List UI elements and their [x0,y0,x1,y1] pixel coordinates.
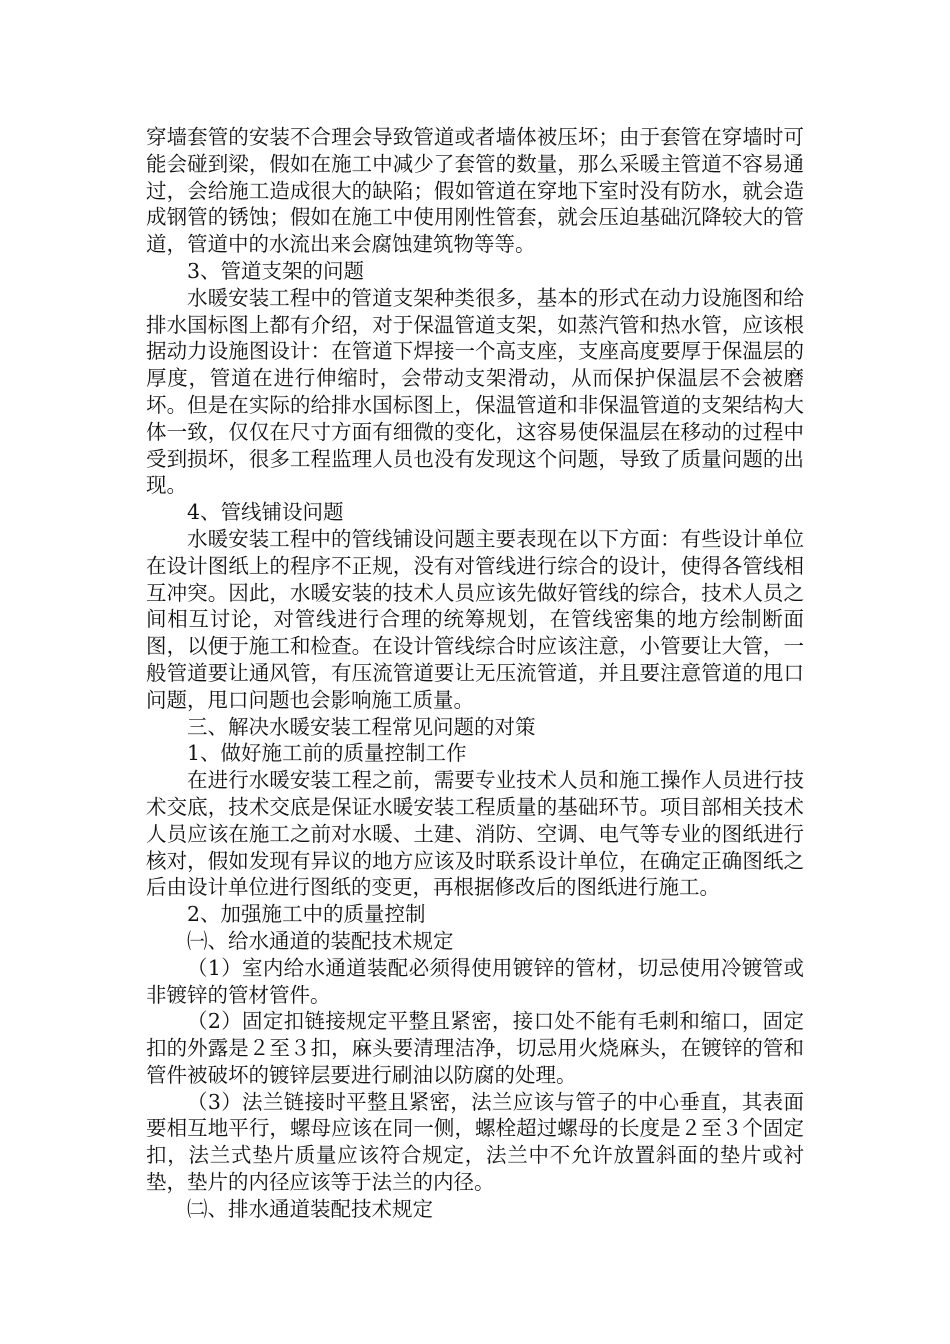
heading-drainage: ㈡、排水通道装配技术规定 [187,1196,433,1221]
heading-construction-control: 2、加强施工中的质量控制 [187,902,426,927]
item-water-supply-2: （2）固定扣链接规定平整且紧密，接口处不能有毛刺和缩口，固定扣的外露是２至３扣，麻头要清理洁净，切忌用火烧麻头，在镀锌的管和管件被破坏的镀锌层要进行刷油以防腐的处理。 [146,1009,804,1087]
paragraph-pipeline-laying: 水暖安装工程中的管线铺设问题主要表现在以下方面：有些设计单位在设计图纸上的程序不正规，没有对管线进行综合的设计，使得各管线相互冲突。因此，水暖安装的技术人员应该先做好管线的综合，技术人员之间相互讨论，对管线进行合理的统筹规划，在管线密集的地方绘制断面图，以便于施工和检查。在设计管线综合时应该注意，小管要让大管，一般管道要让通风管，有压流管道要让无压流管道，并且要注意管道的甩口问题，甩口问题也会影响施工质量。 [146,526,804,712]
paragraph-pipe-support: 水暖安装工程中的管道支架种类很多，基本的形式在动力设施图和给排水国标图上都有介绍，对于保温管道支架，如蒸汽管和热水管，应该根据动力设施图设计：在管道下焊接一个高支座，支座高度要厚于保温层的厚度，管道在进行伸缩时，会带动支架滑动，从而保护保温层不会被磨坏。但是在实际的给排水国标图上，保温管道和非保温管道的支架结构大体一致，仅仅在尺寸方面有细微的变化，这容易使保温层在移动的过程中受到损坏，很多工程监理人员也没有发现这个问题，导致了质量问题的出现。 [146,285,804,498]
heading-water-supply: ㈠、给水通道的装配技术规定 [187,928,454,953]
heading-pipe-support: 3、管道支架的问题 [187,258,365,283]
paragraph-1: 穿墙套管的安装不合理会导致管道或者墙体被压坏；由于套管在穿墙时可能会碰到梁，假如在施工中减少了套管的数量，那么采暖主管道不容易通过，会给施工造成很大的缺陷；假如管道在穿地下室时没有防水，就会造成钢管的锈蚀；假如在施工中使用刚性管套，就会压迫基础沉降较大的管道，管道中的水流出来会腐蚀建筑物等等。 [146,125,804,257]
item-water-supply-3: （3）法兰链接时平整且紧密，法兰应该与管子的中心垂直，其表面要相互地平行，螺母应该在同一侧，螺栓超过螺母的长度是２至３个固定扣，法兰式垫片质量应该符合规定，法兰中不允许放置斜面的垫片或衬垫，垫片的内径应该等于法兰的内径。 [146,1089,804,1195]
heading-pipeline-laying: 4、管线铺设问题 [187,500,344,525]
item-water-supply-1: （1）室内给水通道装配必须得使用镀锌的管材，切忌使用冷镀管或非镀锌的管材管件。 [146,955,804,1007]
heading-section-three: 三、解决水暖安装工程常见问题的对策 [187,714,536,739]
heading-pre-construction: 1、做好施工前的质量控制工作 [187,741,467,766]
document-body [146,124,804,1223]
paragraph-pre-construction: 在进行水暖安装工程之前，需要专业技术人员和施工操作人员进行技术交底，技术交底是保证水暖安装工程质量的基础环节。项目部相关技术人员应该在施工之前对水暖、土建、消防、空调、电气等专业的图纸进行核对，假如发现有异议的地方应该及时联系设计单位，在确定正确图纸之后由设计单位进行图纸的变更，再根据修改后的图纸进行施工。 [146,768,804,900]
